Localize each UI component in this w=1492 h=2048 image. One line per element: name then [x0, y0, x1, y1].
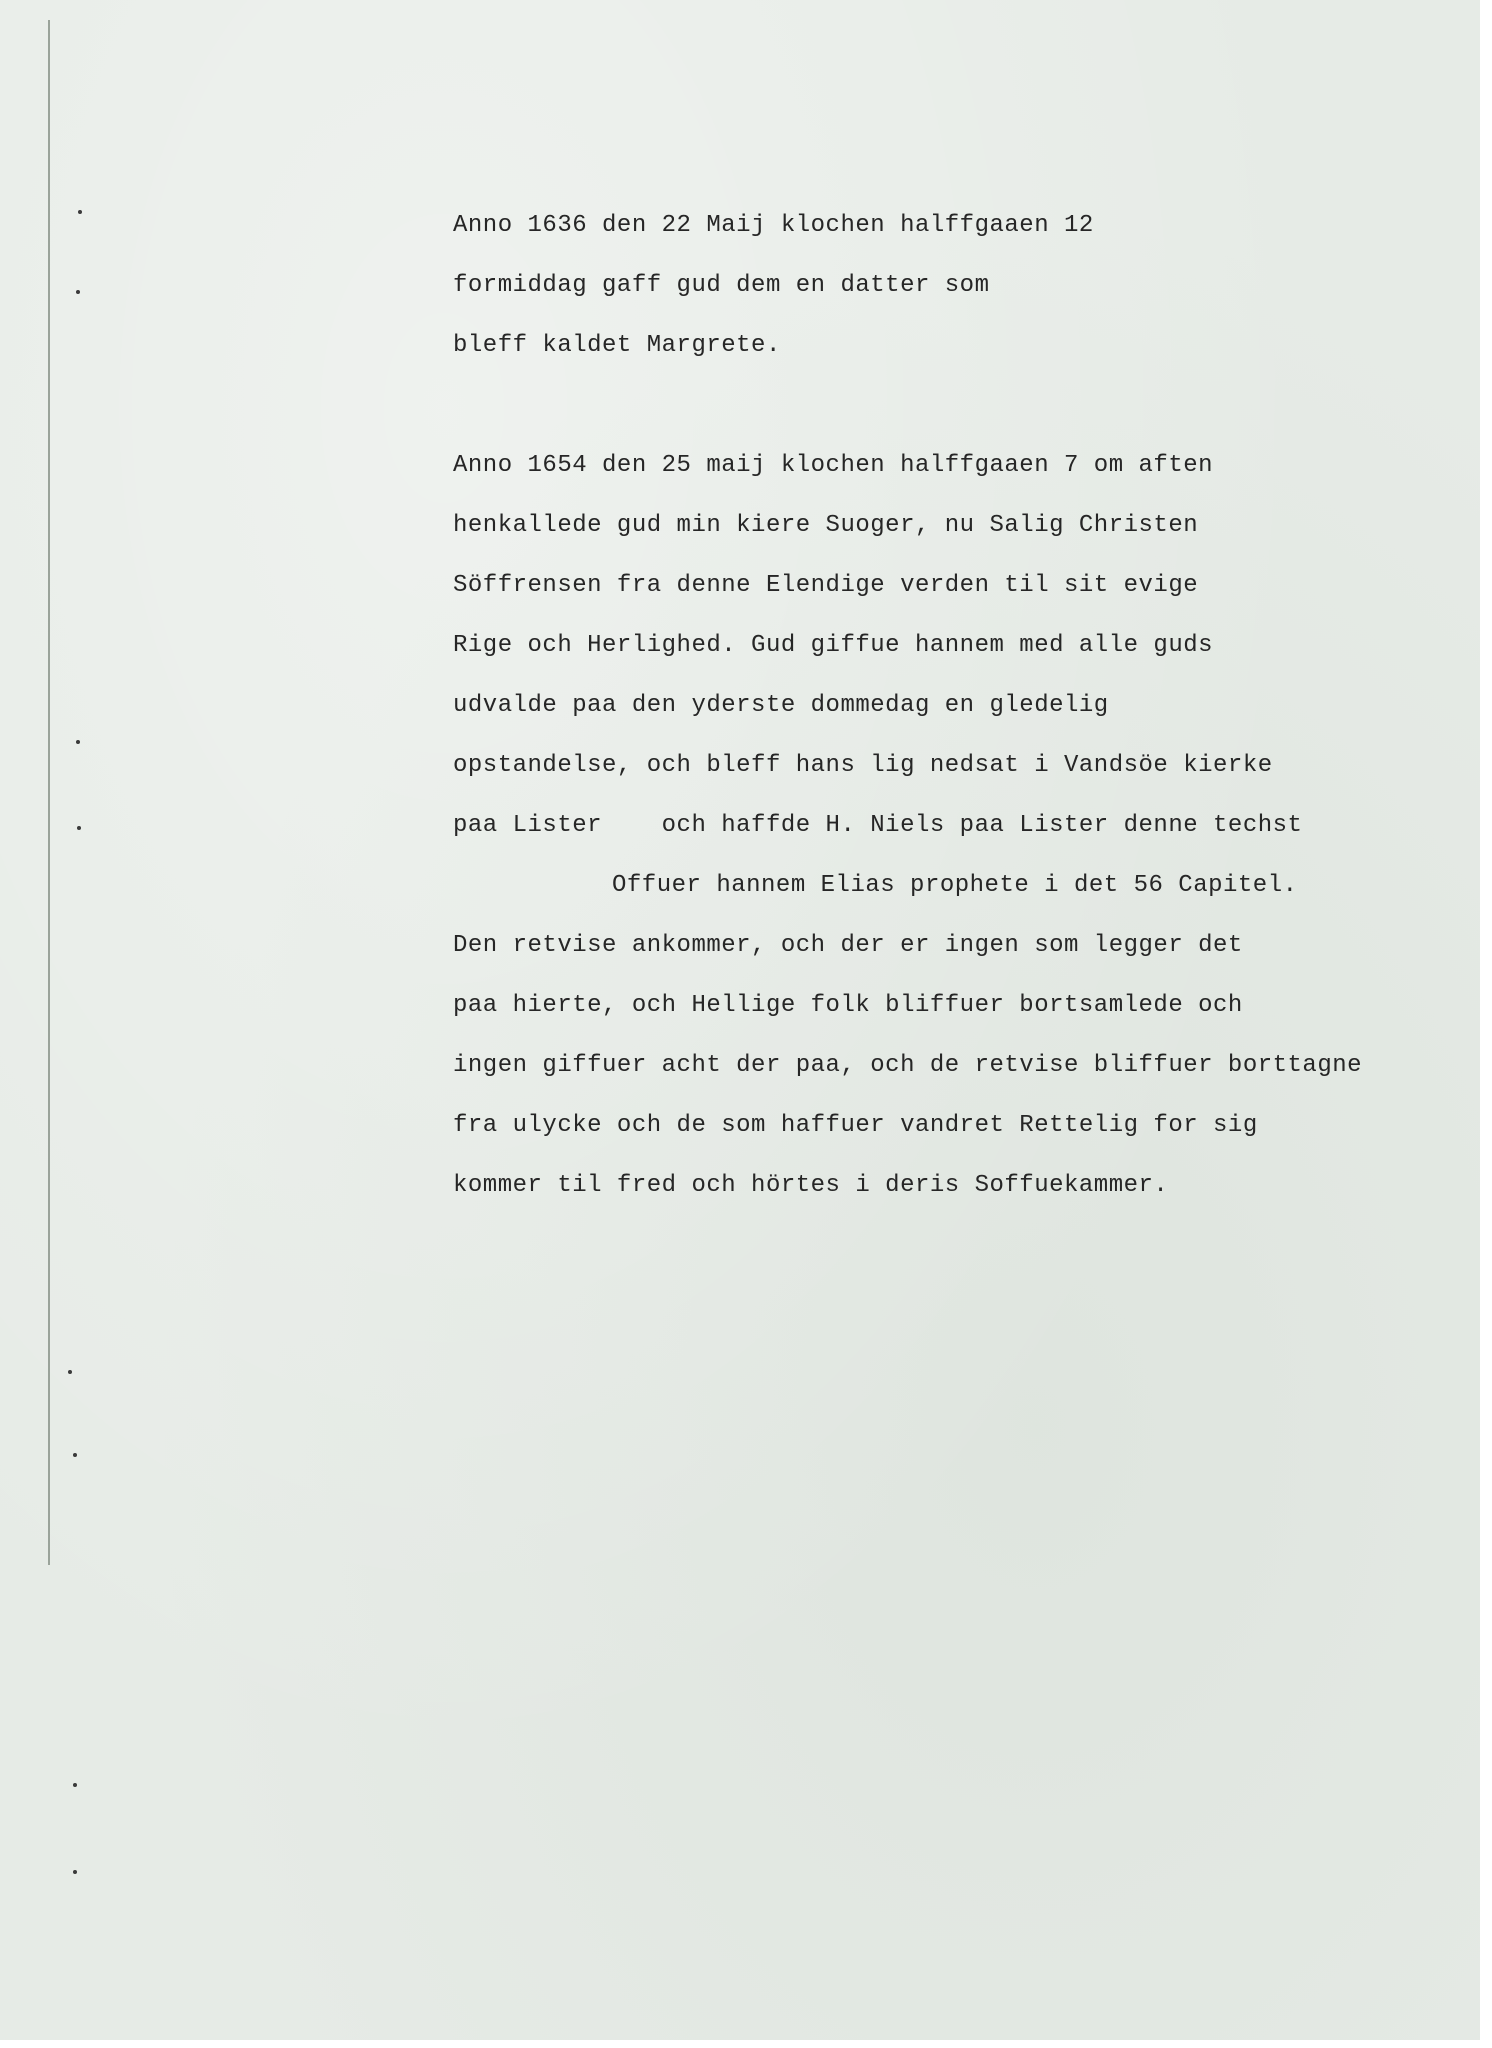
text-line: Rige och Herlighed. Gud giffue hannem med alle guds: [453, 632, 1214, 659]
edge-dot: [73, 1783, 77, 1787]
text-line: kommer til fred och hörtes i deris Soffuekammer.: [453, 1172, 1169, 1199]
text-line: Anno 1636 den 22 Maij klochen halffgaaen 12: [453, 212, 1094, 239]
text-line: Anno 1654 den 25 maij klochen halffgaaen 7 om aften: [453, 452, 1214, 479]
entry-1636: [453, 196, 1453, 376]
edge-dot: [78, 210, 82, 214]
text-line: bleff kaldet Margrete.: [453, 332, 781, 359]
text-line: Den retvise ankommer, och der er ingen som legger det: [453, 932, 1243, 959]
text-line: paa hierte, och Hellige folk bliffuer bortsamlede och: [453, 992, 1243, 1019]
text-line: opstandelse, och bleff hans lig nedsat i Vandsöe kierke: [453, 752, 1273, 779]
text-line: Söffrensen fra denne Elendige verden til sit evige: [453, 572, 1199, 599]
edge-dot: [76, 290, 80, 294]
left-margin-rule: [48, 20, 50, 1565]
edge-dot: [68, 1370, 72, 1374]
text-line: udvalde paa den yderste dommedag en gledelig: [453, 692, 1109, 719]
text-line: ingen giffuer acht der paa, och de retvise bliffuer borttagne: [453, 1052, 1363, 1079]
text-line: fra ulycke och de som haffuer vandret Rettelig for sig: [453, 1112, 1258, 1139]
transcription-text: [453, 196, 1453, 1216]
edge-dot: [73, 1870, 77, 1874]
edge-dot: [76, 740, 80, 744]
text-line: henkallede gud min kiere Suoger, nu Salig Christen: [453, 512, 1199, 539]
edge-dot: [77, 826, 81, 830]
text-line: paa Lister och haffde H. Niels paa Lister denne techst: [453, 812, 1303, 839]
entry-1654: [453, 436, 1453, 1216]
paragraph-gap: [453, 376, 1453, 436]
edge-dot: [73, 1453, 77, 1457]
text-line: formiddag gaff gud dem en datter som: [453, 272, 990, 299]
indented-text-line: Offuer hannem Elias prophete i det 56 Capitel.: [612, 872, 1298, 899]
